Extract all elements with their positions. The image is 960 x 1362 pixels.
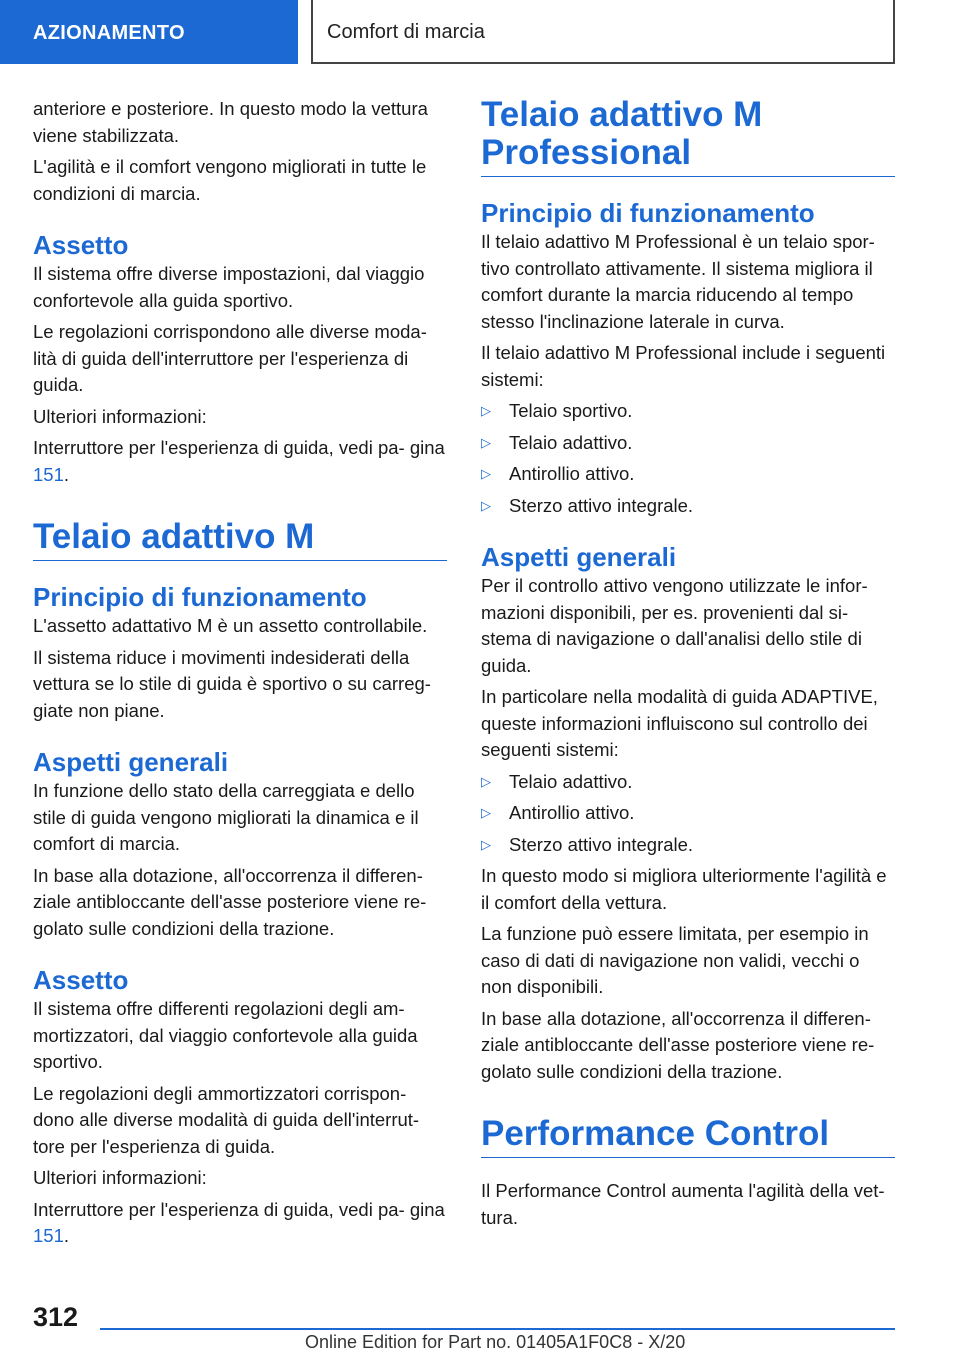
list-item: ▷ Antirollio attivo. [481, 461, 895, 488]
section-heading-assetto: Assetto [33, 965, 129, 995]
list-item: ▷ Telaio adattivo. [481, 769, 895, 796]
page-reference-link[interactable]: 151 [33, 463, 64, 485]
paragraph: Il telaio adattivo M Professional include i seguenti sistemi: [481, 342, 886, 390]
page-footer [0, 1290, 960, 1362]
page-reference-link[interactable]: 151 [33, 1225, 64, 1246]
right-column [481, 96, 895, 1236]
paragraph: Il sistema riduce i movimenti indesiderati della vettura se lo stile di guida è sportivo o su carreg‐ giate non piane. [33, 646, 431, 721]
chapter-title: Comfort di marcia [311, 0, 895, 64]
list-item: ▷ Sterzo attivo integrale. [481, 493, 895, 520]
paragraph: L'assetto adattativo M è un assetto controllabile. [33, 615, 428, 636]
paragraph: In questo modo si migliora ulteriormente l'agilità e il comfort della vettura. [481, 865, 887, 913]
section-tab: AZIONAMENTO [0, 0, 298, 64]
paragraph: Il telaio adattivo M Professional è un telaio spor‐ tivo controllato attivamente. Il sistema migliora il comfort durante la marcia riducendo al tempo stesso l'inclinazione laterale in curva. [481, 231, 875, 332]
list-item: ▷ Telaio adattivo. [481, 430, 895, 457]
paragraph: In base alla dotazione, all'occorrenza il differen‐ ziale antibloccante dell'asse posteriore viene re‐ golato sulle condizioni della trazione. [481, 1007, 875, 1082]
section-heading-principio: Principio di funzionamento [481, 198, 815, 228]
triangle-bullet-icon: ▷ [481, 836, 491, 852]
paragraph: Per il controllo attivo vengono utilizzate le infor‐ mazioni disponibili, per es. provenienti dal si‐ stema di navigazione o dall'analisi dello stile di guida. [481, 575, 868, 676]
page-number: 312 [33, 1302, 79, 1332]
paragraph-text: Interruttore per l'esperienza di guida, vedi pa‐ gina [33, 437, 445, 458]
triangle-bullet-icon: ▷ [481, 466, 491, 481]
triangle-bullet-icon: ▷ [481, 497, 491, 513]
section-heading-aspetti: Aspetti generali [481, 542, 677, 572]
paragraph: Interruttore per l'esperienza di guida, vedi pa‐ gina 151. [33, 437, 445, 485]
paragraph: L'agilità e il comfort vengono migliorati in tutte le condizioni di marcia. [33, 156, 427, 204]
chapter-heading-performance-control: Performance Control [481, 1115, 895, 1158]
section-heading-assetto: Assetto [33, 230, 129, 260]
triangle-bullet-icon: ▷ [481, 773, 491, 789]
paragraph: Ulteriori informazioni: [33, 1167, 207, 1188]
section-heading-principio: Principio di funzionamento [33, 582, 367, 612]
section-heading-aspetti: Aspetti generali [33, 747, 229, 777]
paragraph: Ulteriori informazioni: [33, 405, 207, 427]
list-item: ▷ Sterzo attivo integrale. [481, 832, 895, 859]
paragraph-text: Interruttore per l'esperienza di guida, vedi pa‐ gina [33, 1198, 445, 1220]
bullet-list [481, 769, 895, 859]
paragraph: Interruttore per l'esperienza di guida, vedi pa‐ gina 151. [33, 1198, 445, 1246]
list-item: ▷ Antirollio attivo. [481, 800, 895, 827]
edition-note: Online Edition for Part no. 01405A1F0C8 - X/20 [305, 1332, 686, 1352]
paragraph: La funzione può essere limitata, per esempio in caso di dati di navigazione non validi, vecchi o non disponibili. [481, 923, 869, 997]
triangle-bullet-icon: ▷ [481, 434, 491, 450]
paragraph: Le regolazioni corrispondono alle diverse moda‐ lità di guida dell'interruttore per l'esperienza di guida. [33, 321, 427, 395]
chapter-heading-telaio-adattivo-m: Telaio adattivo M [33, 518, 447, 561]
footer-divider [100, 1328, 895, 1330]
left-column [33, 96, 447, 1255]
paragraph: Il sistema offre differenti regolazioni degli am‐ mortizzatori, dal viaggio confortevole alla guida sportivo. [33, 998, 418, 1072]
paragraph: Il Performance Control aumenta l'agilità della vet‐ tura. [481, 1180, 885, 1228]
chapter-heading-telaio-adattivo-m-professional: Telaio adattivo M Professional [481, 96, 895, 177]
page-header [0, 0, 960, 66]
bullet-list [481, 398, 895, 519]
list-item: ▷ Telaio sportivo. [481, 398, 895, 425]
paragraph: Il sistema offre diverse impostazioni, dal viaggio confortevole alla guida sportivo. [33, 263, 425, 311]
triangle-bullet-icon: ▷ [481, 403, 491, 418]
paragraph: anteriore e posteriore. In questo modo la vettura viene stabilizzata. [33, 98, 428, 146]
paragraph: Le regolazioni degli ammortizzatori corrispon‐ dono alle diverse modalità di guida dell'interrut‐ tore per l'esperienza di guida. [33, 1082, 420, 1157]
paragraph: In funzione dello stato della carreggiata e dello stile di guida vengono migliorati la dinamica e il comfort di marcia. [33, 780, 419, 854]
paragraph: In particolare nella modalità di guida ADAPTIVE, queste informazioni influiscono sul controllo dei seguenti sistemi: [481, 686, 878, 760]
triangle-bullet-icon: ▷ [481, 805, 491, 820]
paragraph: In base alla dotazione, all'occorrenza il differen‐ ziale antibloccante dell'asse posteriore viene re‐ golato sulle condizioni della trazione. [33, 864, 427, 939]
